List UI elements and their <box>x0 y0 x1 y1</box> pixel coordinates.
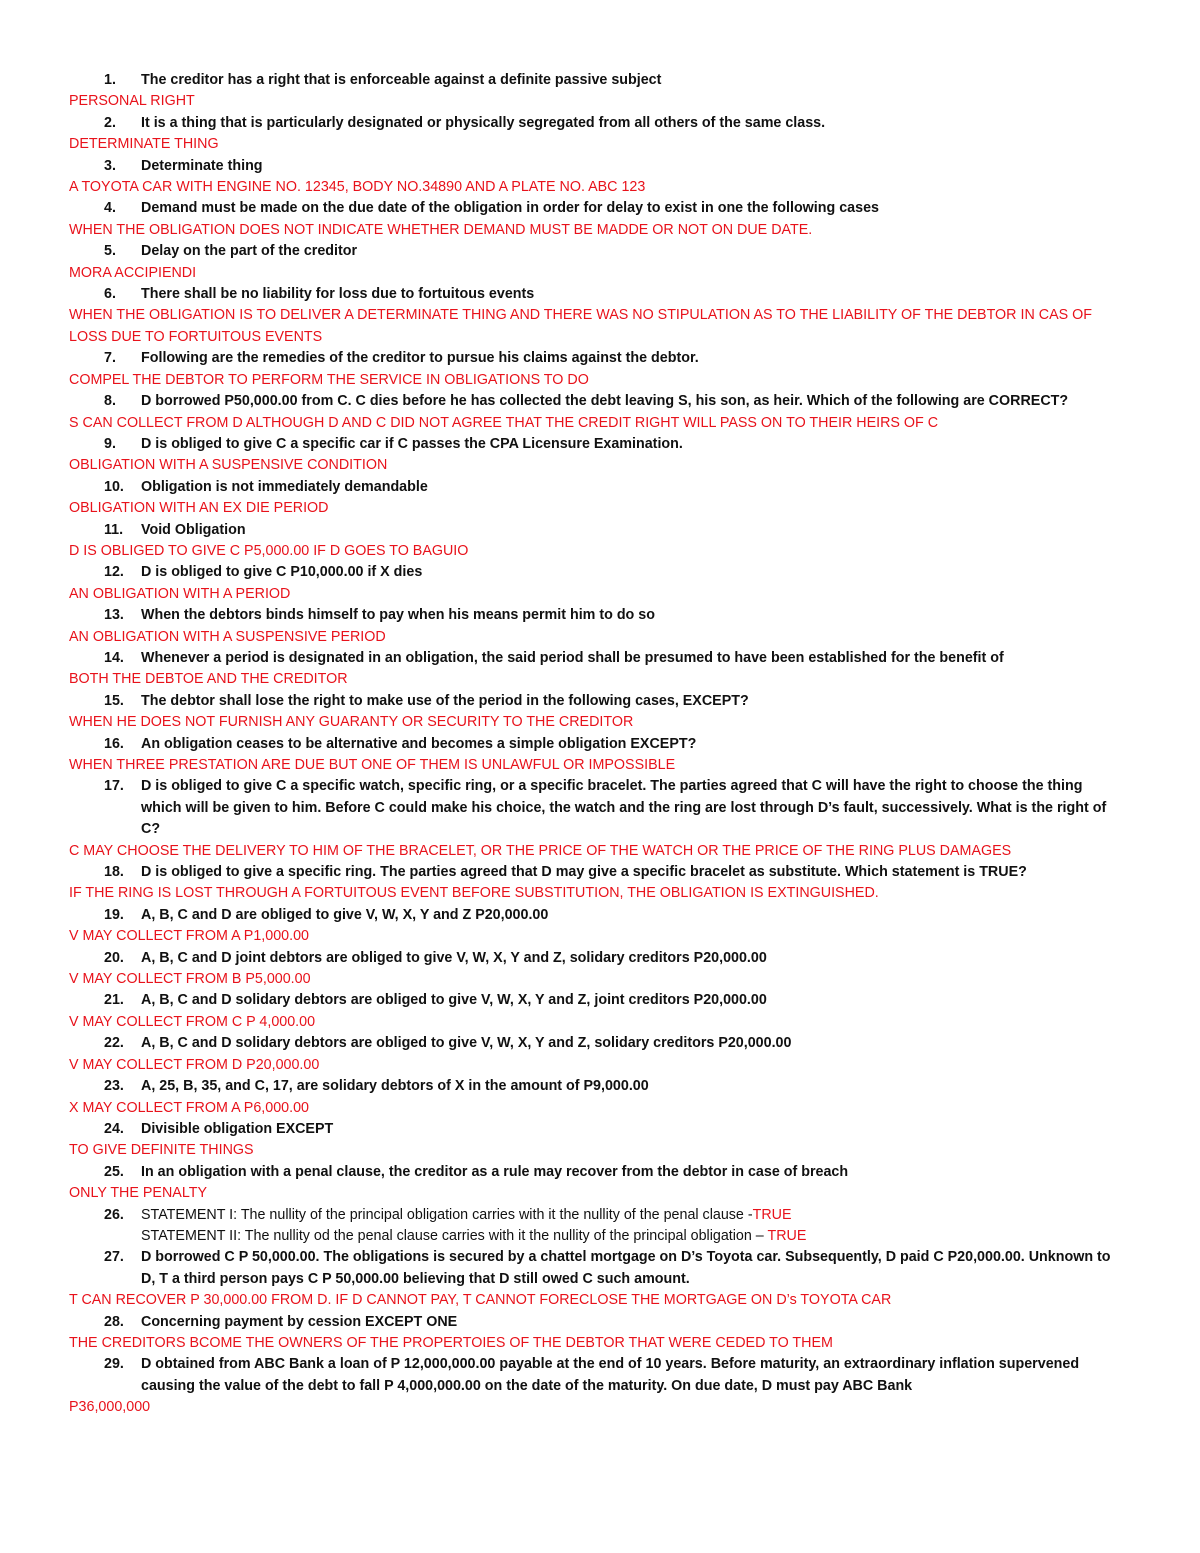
question-text: Divisible obligation EXCEPT <box>141 1120 334 1137</box>
question-text: D is obliged to give C P10,000.00 if X dies <box>141 564 423 581</box>
question-number: 7. <box>104 350 116 367</box>
question-text: Determinate thing <box>141 157 263 174</box>
answer-text: S CAN COLLECT FROM D ALTHOUGH D AND C DID NOT AGREE THAT THE CREDIT RIGHT WILL PASS ON TO THEIR HEIRS OF C <box>69 414 939 431</box>
statement-one-text: STATEMENT I: The nullity of the principal obligation carries with it the nullity of the penal clause - <box>141 1206 753 1223</box>
question-number: 11. <box>104 521 124 538</box>
question-item <box>0 284 1200 305</box>
question-item <box>0 520 1200 541</box>
question-item <box>0 1033 1200 1054</box>
question-number: 6. <box>104 286 116 303</box>
answer-text: P36,000,000 <box>69 1399 151 1416</box>
question-item <box>0 348 1200 369</box>
answer-text: V MAY COLLECT FROM B P5,000.00 <box>69 971 311 988</box>
question-text: The creditor has a right that is enforceable against a definite passive subject <box>141 72 662 88</box>
question-number: 29. <box>104 1356 124 1373</box>
statement-two-answer: TRUE <box>767 1227 807 1244</box>
question-number: 1. <box>104 72 116 88</box>
question-number: 13. <box>104 607 124 624</box>
question-item <box>0 562 1200 583</box>
answer-text: V MAY COLLECT FROM D P20,000.00 <box>69 1056 320 1073</box>
question-text: D borrowed P50,000.00 from C. C dies before he has collected the debt leaving S, his son, as heir. Which of the following are CORRECT? <box>141 393 1069 410</box>
question-item <box>0 948 1200 969</box>
question-item <box>0 1247 1200 1290</box>
answer-text: AN OBLIGATION WITH A PERIOD <box>69 585 291 602</box>
answer-text: A TOYOTA CAR WITH ENGINE NO. 12345, BODY NO.34890 AND A PLATE NO. ABC 123 <box>69 179 646 196</box>
question-text: D is obliged to give a specific ring. The parties agreed that D may give a specific bracelet as substitute. Which statement is TRUE? <box>141 864 1027 881</box>
answer-text: IF THE RING IS LOST THROUGH A FORTUITOUS EVENT BEFORE SUBSTITUTION, THE OBLIGATION IS EXTINGUISHED. <box>69 885 879 902</box>
question-item <box>0 241 1200 262</box>
question-item <box>0 477 1200 498</box>
question-text: An obligation ceases to be alternative and becomes a simple obligation EXCEPT? <box>141 735 697 752</box>
question-number: 8. <box>104 393 116 410</box>
answer-text: THE CREDITORS BCOME THE OWNERS OF THE PROPERTOIES OF THE DEBTOR THAT WERE CEDED TO THEM <box>69 1334 833 1351</box>
question-item <box>0 1162 1200 1183</box>
question-number: 4. <box>104 200 116 217</box>
answer-text: ONLY THE PENALTY <box>69 1185 207 1202</box>
answer-text: PERSONAL RIGHT <box>69 93 195 110</box>
question-text: A, B, C and D solidary debtors are obliged to give V, W, X, Y and Z, solidary creditors P20,000.00 <box>141 1035 792 1052</box>
question-number: 16. <box>104 735 124 752</box>
question-text: A, B, C and D joint debtors are obliged to give V, W, X, Y and Z, solidary creditors P20,000.00 <box>141 949 767 966</box>
question-number: 23. <box>104 1078 124 1095</box>
question-item <box>0 905 1200 926</box>
question-item <box>0 990 1200 1011</box>
question-item <box>0 113 1200 134</box>
question-number: 17. <box>104 778 124 795</box>
answer-text: V MAY COLLECT FROM C P 4,000.00 <box>69 1013 316 1030</box>
question-number: 15. <box>104 692 124 709</box>
question-item <box>0 1354 1200 1397</box>
question-number: 25. <box>104 1163 124 1180</box>
question-list-continued <box>0 1247 1200 1418</box>
question-item <box>0 1076 1200 1097</box>
question-number: 2. <box>104 114 116 131</box>
answer-text: BOTH THE DEBTOE AND THE CREDITOR <box>69 671 348 688</box>
question-text: Void Obligation <box>141 521 246 538</box>
question-item <box>0 70 1200 91</box>
question-number: 5. <box>104 243 116 260</box>
question-text: D borrowed C P 50,000.00. The obligations is secured by a chattel mortgage on D’s Toyota car. Subsequently, D paid C P20,000.00. Unknown to D, T a third person pays C P 50,000.00 believing that D still owed C such amount. <box>141 1249 1111 1287</box>
answer-text: D IS OBLIGED TO GIVE C P5,000.00 IF D GOES TO BAGUIO <box>69 542 469 559</box>
answer-text: WHEN THREE PRESTATION ARE DUE BUT ONE OF THEM IS UNLAWFUL OR IMPOSSIBLE <box>69 757 676 773</box>
question-number: 12. <box>104 564 124 581</box>
question-text: A, B, C and D are obliged to give V, W, X, Y and Z P20,000.00 <box>141 906 549 923</box>
question-item <box>0 1119 1200 1140</box>
question-item <box>0 434 1200 455</box>
question-item <box>0 691 1200 712</box>
statement-two <box>0 1226 1200 1247</box>
answer-text: AN OBLIGATION WITH A SUSPENSIVE PERIOD <box>69 628 386 645</box>
question-text: In an obligation with a penal clause, the creditor as a rule may recover from the debtor in case of breach <box>141 1163 849 1180</box>
question-number: 14. <box>104 649 124 666</box>
question-item <box>0 862 1200 883</box>
question-text: It is a thing that is particularly designated or physically segregated from all others of the same class. <box>141 114 826 131</box>
question-number: 21. <box>104 992 124 1009</box>
question-item <box>0 776 1200 840</box>
question-text: Demand must be made on the due date of the obligation in order for delay to exist in one the following cases <box>141 200 879 217</box>
question-number: 10. <box>104 478 124 495</box>
question-text: When the debtors binds himself to pay when his means permit him to do so <box>141 607 655 624</box>
question-number: 19. <box>104 906 124 923</box>
answer-text: WHEN THE OBLIGATION DOES NOT INDICATE WHETHER DEMAND MUST BE MADDE OR NOT ON DUE DATE. <box>69 221 813 238</box>
answer-text: V MAY COLLECT FROM A P1,000.00 <box>69 928 309 945</box>
answer-text: DETERMINATE THING <box>69 136 219 153</box>
question-item <box>0 648 1200 669</box>
question-text: Whenever a period is designated in an obligation, the said period shall be presumed to have been established for the benefit of <box>141 649 1004 666</box>
question-number: 22. <box>104 1035 124 1052</box>
answer-text: COMPEL THE DEBTOR TO PERFORM THE SERVICE IN OBLIGATIONS TO DO <box>69 371 589 388</box>
answer-text: X MAY COLLECT FROM A P6,000.00 <box>69 1099 309 1116</box>
question-number: 9. <box>104 435 116 452</box>
question-item <box>0 734 1200 755</box>
answer-text: WHEN THE OBLIGATION IS TO DELIVER A DETERMINATE THING AND THERE WAS NO STIPULATION AS TO THE LIABILITY OF THE DEBTOR IN CAS OF LOSS DUE TO FORTUITOUS EVENTS <box>69 307 1092 345</box>
answer-text: OBLIGATION WITH AN EX DIE PERIOD <box>69 500 329 517</box>
answer-text: WHEN HE DOES NOT FURNISH ANY GUARANTY OR SECURITY TO THE CREDITOR <box>69 714 634 731</box>
question-text: Concerning payment by cession EXCEPT ONE <box>141 1313 458 1330</box>
question-list <box>0 70 1200 1205</box>
question-text: Delay on the part of the creditor <box>141 243 358 260</box>
question-number: 24. <box>104 1120 124 1137</box>
question-item <box>0 198 1200 219</box>
question-text: D is obliged to give C a specific watch, specific ring, or a specific bracelet. The parties agreed that C will have the right to choose the thing which will be given to him. Before C could make his choice, the watch and the ring are lost through D’s fault, successively. What is the right of C? <box>141 778 1107 838</box>
question-number: 18. <box>104 864 124 881</box>
answer-text: OBLIGATION WITH A SUSPENSIVE CONDITION <box>69 457 388 474</box>
question-text: A, 25, B, 35, and C, 17, are solidary debtors of X in the amount of P9,000.00 <box>141 1078 649 1095</box>
statement-one <box>141 1205 1120 1226</box>
question-number: 28. <box>104 1313 124 1330</box>
question-number: 3. <box>104 157 116 174</box>
answer-text: TO GIVE DEFINITE THINGS <box>69 1142 254 1159</box>
question-text: There shall be no liability for loss due to fortuitous events <box>141 286 535 303</box>
question-text: Following are the remedies of the creditor to pursue his claims against the debtor. <box>141 350 699 367</box>
question-number: 27. <box>104 1249 124 1266</box>
question-item <box>0 391 1200 412</box>
statement-two-text: STATEMENT II: The nullity od the penal clause carries with it the nullity of the principal obligation – <box>141 1227 768 1244</box>
question-number: 20. <box>104 949 124 966</box>
question-text: D obtained from ABC Bank a loan of P 12,000,000.00 payable at the end of 10 years. Before maturity, an extraordinary inflation supervened causing the value of the debt to fall P 4,000,000.00 on the date of the maturity. On due date, D must pay ABC Bank <box>141 1356 1080 1394</box>
question-item <box>0 156 1200 177</box>
question-item <box>0 605 1200 626</box>
question-text: The debtor shall lose the right to make use of the period in the following cases, EXCEPT? <box>141 692 749 709</box>
statement-one-answer: TRUE <box>752 1206 792 1223</box>
question-text: D is obliged to give C a specific car if C passes the CPA Licensure Examination. <box>141 435 683 452</box>
question-text: A, B, C and D solidary debtors are obliged to give V, W, X, Y and Z, joint creditors P20,000.00 <box>141 992 767 1009</box>
answer-text: MORA ACCIPIENDI <box>69 264 197 281</box>
answer-text: T CAN RECOVER P 30,000.00 FROM D. IF D CANNOT PAY, T CANNOT FORECLOSE THE MORTGAGE ON D’s TOYOTA CAR <box>69 1292 892 1309</box>
question-text: Obligation is not immediately demandable <box>141 478 428 495</box>
question-item <box>0 1205 1200 1226</box>
question-number: 26. <box>104 1206 124 1223</box>
answer-text: C MAY CHOOSE THE DELIVERY TO HIM OF THE BRACELET, OR THE PRICE OF THE WATCH OR THE PRICE OF THE RING PLUS DAMAGES <box>69 842 1012 859</box>
question-item <box>0 1312 1200 1333</box>
